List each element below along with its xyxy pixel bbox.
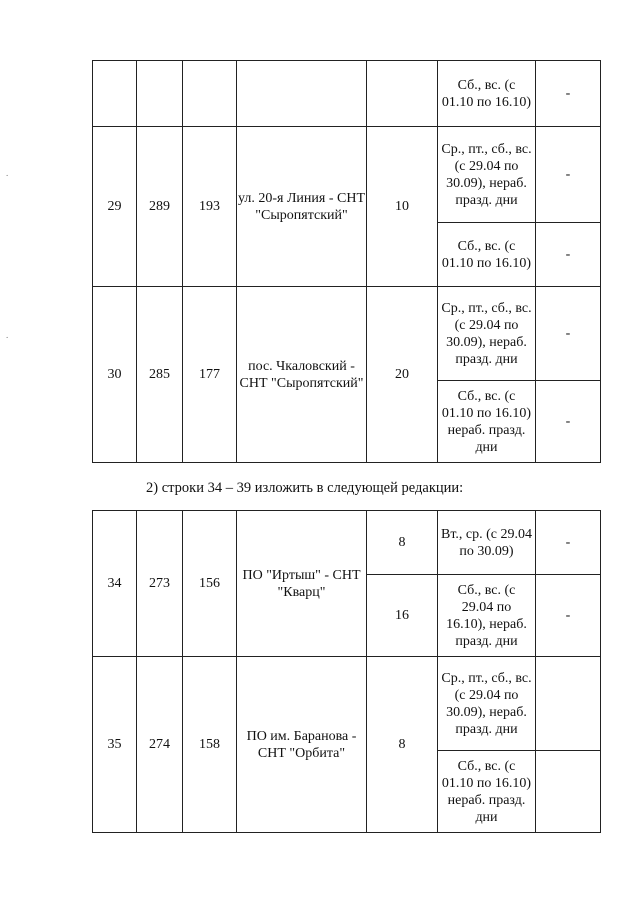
amendment-caption: 2) строки 34 – 39 изложить в следующей редакции: [146, 480, 464, 496]
route-name-cell: пос. Чкаловский - СНТ "Сыропятский" [237, 287, 367, 463]
route-code-cell: 274 [137, 657, 183, 833]
route-code-cell: 289 [137, 127, 183, 287]
schedule-cell: Сб., вс. (с 01.10 по 16.10) нераб. празд. дни [438, 381, 536, 463]
schedule-cell: Ср., пт., сб., вс. (с 29.04 по 30.09), нераб. празд. дни [438, 287, 536, 381]
schedule-cell: Сб., вс. (с 01.10 по 16.10) нераб. празд. дни [438, 751, 536, 833]
table-row [93, 657, 601, 751]
row-number: 30 [93, 287, 137, 463]
schedule-cell: Сб., вс. (с 01.10 по 16.10) [438, 61, 536, 127]
value-cell: - [536, 61, 601, 127]
count-cell: 16 [367, 575, 438, 657]
count-cell: 10 [367, 127, 438, 287]
value-cell [536, 657, 601, 751]
table-row [93, 511, 601, 575]
schedule-cell: Ср., пт., сб., вс. (с 29.04 по 30.09), нераб. празд. дни [438, 127, 536, 223]
row-number: 35 [93, 657, 137, 833]
empty-cell [93, 61, 137, 127]
route-number-cell: 177 [183, 287, 237, 463]
empty-cell [237, 61, 367, 127]
value-cell: - [536, 575, 601, 657]
empty-cell [137, 61, 183, 127]
value-cell: - [536, 127, 601, 223]
route-number-cell: 193 [183, 127, 237, 287]
schedule-cell: Сб., вс. (с 29.04 по 16.10), нераб. празд. дни [438, 575, 536, 657]
table-row [93, 61, 601, 127]
value-cell [536, 751, 601, 833]
table-2 [92, 510, 601, 833]
scan-mark: . [6, 168, 9, 178]
empty-cell [367, 61, 438, 127]
value-cell: - [536, 287, 601, 381]
scan-mark: . [6, 330, 9, 340]
empty-cell [183, 61, 237, 127]
route-code-cell: 285 [137, 287, 183, 463]
route-name-cell: ПО "Иртыш" - СНТ "Кварц" [237, 511, 367, 657]
row-number: 34 [93, 511, 137, 657]
route-name-cell: ул. 20-я Линия - СНТ "Сыропятский" [237, 127, 367, 287]
table-row [93, 287, 601, 381]
route-name-cell: ПО им. Баранова - СНТ "Орбита" [237, 657, 367, 833]
row-number: 29 [93, 127, 137, 287]
route-code-cell: 273 [137, 511, 183, 657]
table-1 [92, 60, 601, 463]
route-number-cell: 158 [183, 657, 237, 833]
table-row [93, 127, 601, 223]
count-cell: 8 [367, 511, 438, 575]
count-cell: 20 [367, 287, 438, 463]
count-cell: 8 [367, 657, 438, 833]
schedule-cell: Ср., пт., сб., вс. (с 29.04 по 30.09), нераб. празд. дни [438, 657, 536, 751]
schedule-cell: Вт., ср. (с 29.04 по 30.09) [438, 511, 536, 575]
route-number-cell: 156 [183, 511, 237, 657]
value-cell: - [536, 511, 601, 575]
value-cell: - [536, 381, 601, 463]
schedule-cell: Сб., вс. (с 01.10 по 16.10) [438, 223, 536, 287]
value-cell: - [536, 223, 601, 287]
